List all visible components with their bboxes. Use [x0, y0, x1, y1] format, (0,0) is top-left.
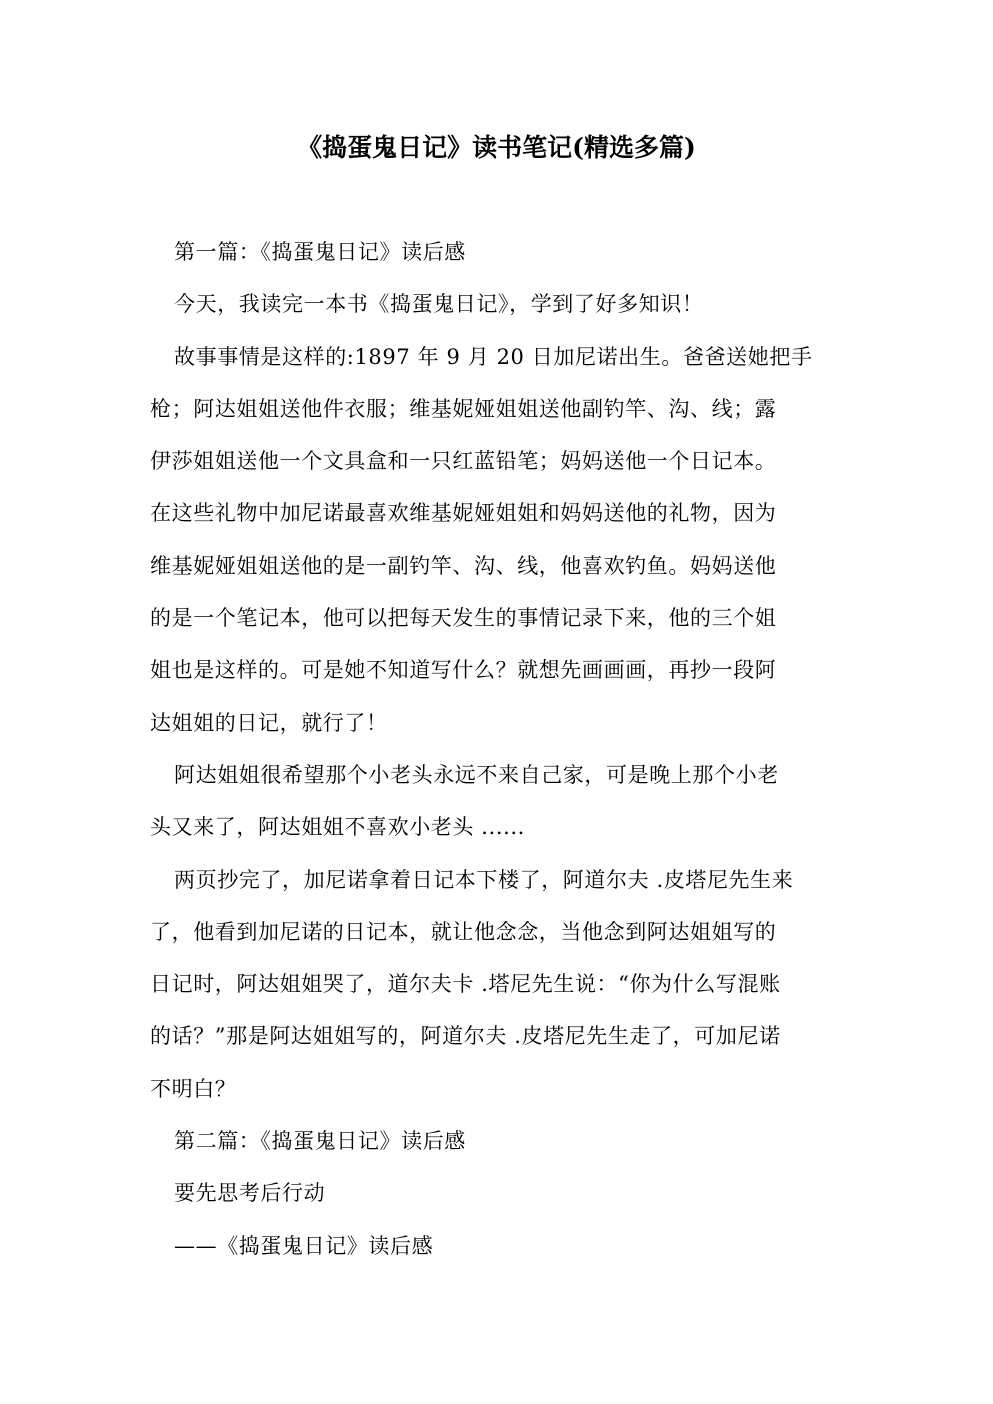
paragraph-line: 日记时，阿达姐姐哭了，道尔夫卡 .塔尼先生说：“你为什么写混账 — [150, 972, 781, 997]
paragraph-line: 故事事情是这样的:1897 年 9 月 20 日加尼诺出生。爸爸送她把手 — [174, 344, 813, 369]
paragraph-line: 两页抄完了，加尼诺拿着日记本下楼了，阿道尔夫 .皮塔尼先生来 — [174, 867, 794, 892]
paragraph-line: 的话？”那是阿达姐姐写的，阿道尔夫 .皮塔尼先生走了，可加尼诺 — [150, 1024, 781, 1049]
section-heading-2: 第二篇：《捣蛋鬼日记》读后感 — [174, 1129, 466, 1154]
paragraph-line: 了，他看到加尼诺的日记本，就让他念念，当他念到阿达姐姐写的 — [150, 919, 777, 944]
paragraph-line: 达姐姐的日记，就行了！ — [150, 710, 388, 735]
paragraph-line: 阿达姐姐很希望那个小老头永远不来自己家，可是晚上那个小老 — [174, 762, 779, 787]
document-body — [150, 232, 840, 1278]
paragraph-line: 的是一个笔记本，他可以把每天发生的事情记录下来，他的三个姐 — [150, 606, 777, 631]
paragraph-line: 头又来了，阿达姐姐不喜欢小老头 ...... — [150, 815, 525, 840]
paragraph-line: 枪；阿达姐姐送他件衣服；维基妮娅姐姐送他副钓竿、沟、线；露 — [150, 396, 777, 421]
paragraph-line: 伊莎姐姐送他一个文具盒和一只红蓝铅笔；妈妈送他一个日记本。 — [150, 449, 777, 474]
paragraph-line: 姐也是这样的。可是她不知道写什么？就想先画画画，再抄一段阿 — [150, 658, 777, 683]
section-heading-1: 第一篇：《捣蛋鬼日记》读后感 — [174, 240, 466, 264]
document-title: 《捣蛋鬼日记》读书笔记(精选多篇) — [297, 133, 696, 162]
paragraph-line: 在这些礼物中加尼诺最喜欢维基妮娅姐姐和妈妈送他的礼物，因为 — [150, 501, 777, 526]
essay-subtitle-source: ——《捣蛋鬼日记》读后感 — [174, 1233, 434, 1258]
paragraph-line: 今天，我读完一本书《捣蛋鬼日记》，学到了好多知识！ — [174, 292, 704, 317]
paragraph-line: 不明白？ — [150, 1076, 237, 1101]
paragraph-line: 维基妮娅姐姐送他的是一副钓竿、沟、线，他喜欢钓鱼。妈妈送他 — [150, 553, 777, 578]
essay-subtitle: 要先思考后行动 — [174, 1181, 326, 1206]
